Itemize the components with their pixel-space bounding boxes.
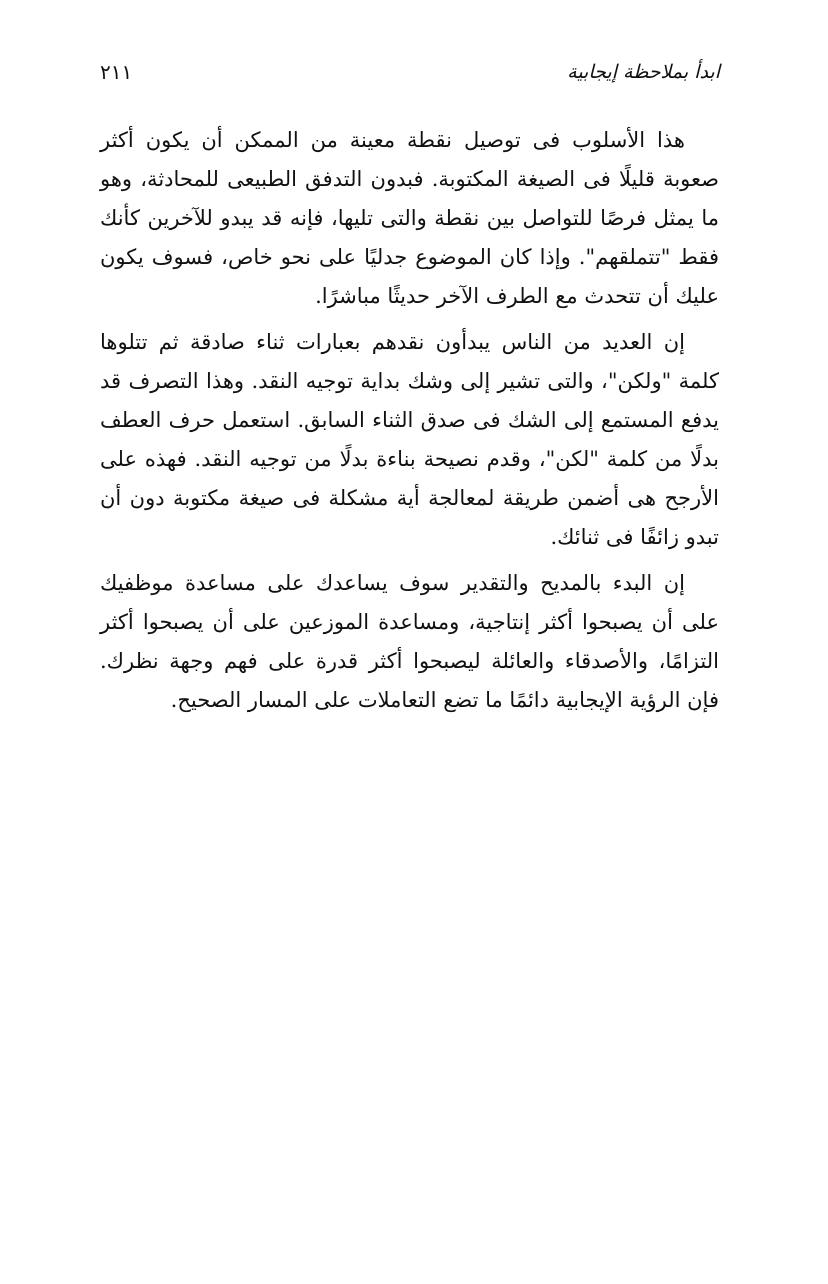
running-title: ابدأ بملاحظة إيجابية	[567, 61, 720, 83]
paragraph: إن العديد من الناس يبدأون نقدهم بعبارات ثناء صادقة ثم تتلوها كلمة "ولكن"، والتى تشير إلى وشك بداية توجيه النقد. وهذا التصرف قد يدفع المستمع إلى الشك فى صدق الثناء السابق. استعمل حرف العطف بدلًا من كلمة "لكن"، وقدم نصيحة بناءة بدلًا من توجيه النقد. فهذه على الأرجح هى أضمن طريقة لمعالجة أية مشكلة فى صيغة مكتوبة دون أن تبدو زائفًا فى ثنائك.	[100, 330, 719, 549]
page-number: ٢١١	[100, 60, 133, 84]
paragraph: هذا الأسلوب فى توصيل نقطة معينة من الممكن أن يكون أكثر صعوبة قليلًا فى الصيغة المكتوبة. فبدون التدفق الطبيعى للمحادثة، وهو ما يمثل فرصًا للتواصل بين نقطة والتى تليها، فإنه قد يبدو للآخرين كأنك فقط "تتملقهم". وإذا كان الموضوع جدليًا على نحو خاص، فسوف يكون عليك أن تتحدث مع الطرف الآخر حديثًا مباشرًا.	[100, 128, 719, 308]
running-header	[100, 58, 720, 88]
paragraph: إن البدء بالمديح والتقدير سوف يساعدك على مساعدة موظفيك على أن يصبحوا أكثر إنتاجية، ومساعدة الموزعين على أن يصبحوا أكثر التزامًا، والأصدقاء والعائلة ليصبحوا أكثر قدرة على فهم وجهة نظرك. فإن الرؤية الإيجابية دائمًا ما تضع التعاملات على المسار الصحيح.	[100, 571, 719, 712]
body-text	[100, 121, 719, 727]
